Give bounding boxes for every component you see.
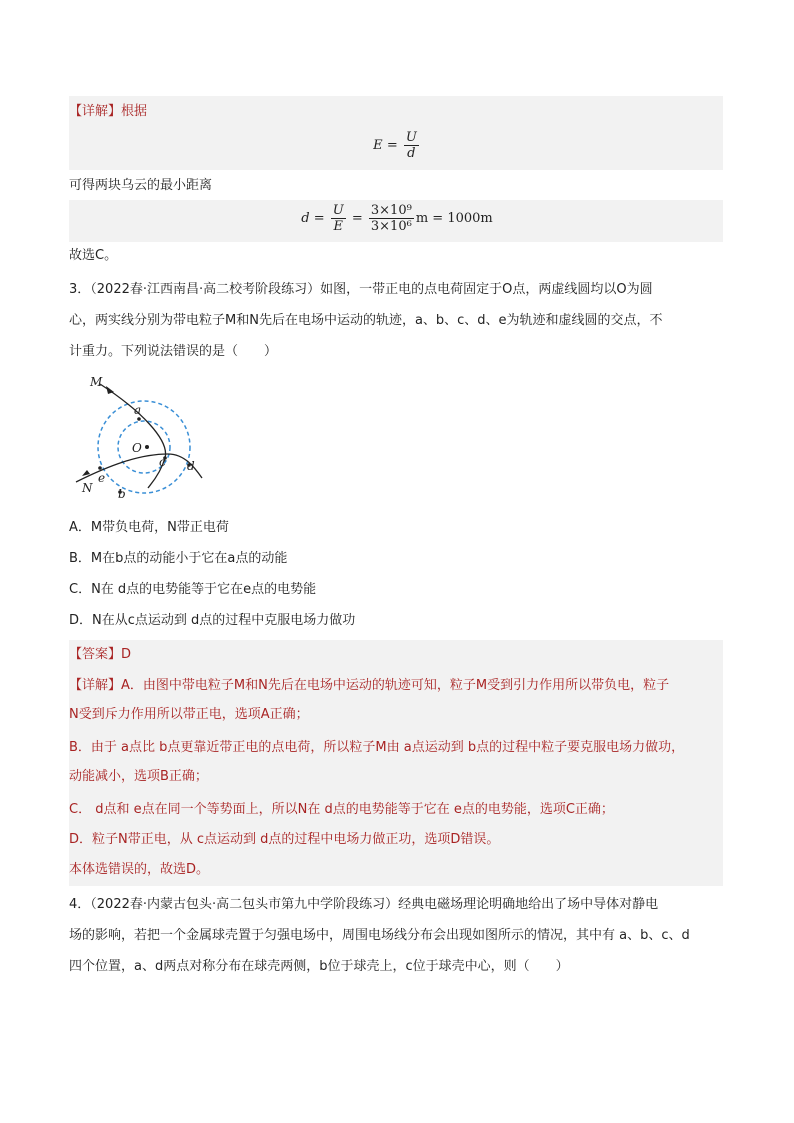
arrow-n: [82, 470, 90, 476]
formula1-den: d: [407, 146, 416, 161]
formula-e-equals-u-over-d: E = $\frac{U}{d}$: [373, 130, 417, 161]
formula2-lhs: d: [301, 211, 310, 226]
explain-line-5: C． d点和 e点在同一个等势面上，所以N在 d点的电势能等于它在 e点的电势能，选项C正确；: [69, 802, 614, 817]
detail-intro: 根据: [121, 104, 148, 119]
option-c: C．N在 d点的电势能等于它在e点的电势能: [69, 582, 317, 597]
outer-dashed-circle: [98, 401, 190, 493]
explain-label: 【详解】: [69, 678, 122, 693]
trajectory-n: [76, 454, 202, 482]
label-e: e: [98, 471, 106, 485]
q4-line2: 场的影响，若把一个金属球壳置于匀强电场中，周围电场线分布会出现如图所示的情况，其中有 a、b、c、d: [69, 928, 690, 943]
formula1-lhs: E: [373, 138, 383, 153]
explain-line-7: 本体选错误的，故选D。: [69, 862, 210, 877]
q3-number: 3．: [69, 282, 91, 297]
detail-label: 【详解】: [69, 104, 122, 119]
q3-source: （2022春·江西南昌·高二校考阶段练习）: [90, 282, 321, 297]
point-a: [137, 417, 141, 421]
q3-line1: [69, 280, 729, 300]
formula2-den1: E: [333, 219, 343, 234]
label-c: c: [159, 455, 166, 469]
answer-label: 【答案】: [69, 647, 122, 662]
conclusion: 故选C。: [69, 248, 118, 263]
q3-stem-1: 如图，一带正电的点电荷固定于O点，两虚线圆均以O为圆: [320, 282, 653, 297]
point-e: [98, 466, 102, 470]
label-n: N: [82, 481, 93, 495]
label-m: M: [90, 375, 103, 389]
option-b: B．M在b点的动能小于它在a点的动能: [69, 551, 288, 566]
formula1-num: U: [405, 130, 417, 145]
formula2-num1: U: [332, 203, 344, 218]
explain-line-6: D．粒子N带正电，从 c点运动到 d点的过程中电场力做正功，选项D错误。: [69, 832, 500, 847]
label-a: a: [134, 403, 142, 417]
explain-line-4: 动能减小，选项B正确；: [69, 769, 208, 784]
formula2-unit1: m: [415, 211, 429, 226]
answer-value: D: [121, 647, 132, 662]
q4-line3: 四个位置，a、d两点对称分布在球壳两侧，b位于球壳上，c位于球壳中心，则（ ）: [69, 959, 569, 974]
formula2-den2: 3×10⁶: [370, 219, 412, 234]
center-dot: [145, 445, 149, 449]
q3-line3: 计重力。下列说法错误的是（ ）: [69, 344, 278, 359]
label-d: d: [187, 459, 195, 473]
q3-figure: [70, 370, 210, 500]
explain-line-2: N受到斥力作用所以带正电，选项A正确；: [69, 707, 309, 722]
q3-answer: [69, 645, 729, 665]
formula2-result: 1000m: [447, 211, 493, 226]
formula2-num2: 3×10⁹: [370, 203, 412, 218]
explain-line-1: [69, 676, 729, 696]
q3-line2: 心，两实线分别为带电粒子M和N先后在电场中运动的轨迹，a、b、c、d、e为轨迹和虚线圆的交点，不: [69, 313, 663, 328]
explain-line-3: B．由于 a点比 b点更靠近带正电的点电荷，所以粒子M由 a点运动到 b点的过程中粒子要克服电场力做功，: [69, 740, 685, 755]
option-d: D．N在从c点运动到 d点的过程中克服电场力做功: [69, 613, 356, 628]
label-o: O: [132, 441, 142, 455]
q4-line1: 4．（2022春·内蒙古包头·高二包头市第九中学阶段练习）经典电磁场理论明确地给出了场中导体对静电: [69, 897, 659, 912]
middle-text: 可得两块乌云的最小距离: [69, 178, 213, 193]
formula-d-equals: d = $\frac{U}{E}$ = $\frac{\text{3×10⁹}}{\text{3×10⁶}}$ m = 1000m: [301, 203, 493, 234]
trajectory-m: [100, 384, 166, 488]
explain-text-1: A．由图中带电粒子M和N先后在电场中运动的轨迹可知，粒子M受到引力作用所以带负电，粒子: [121, 678, 670, 693]
detail-heading: [69, 102, 729, 122]
option-a: A．M带负电荷，N带正电荷: [69, 520, 229, 535]
label-b: b: [118, 487, 126, 500]
